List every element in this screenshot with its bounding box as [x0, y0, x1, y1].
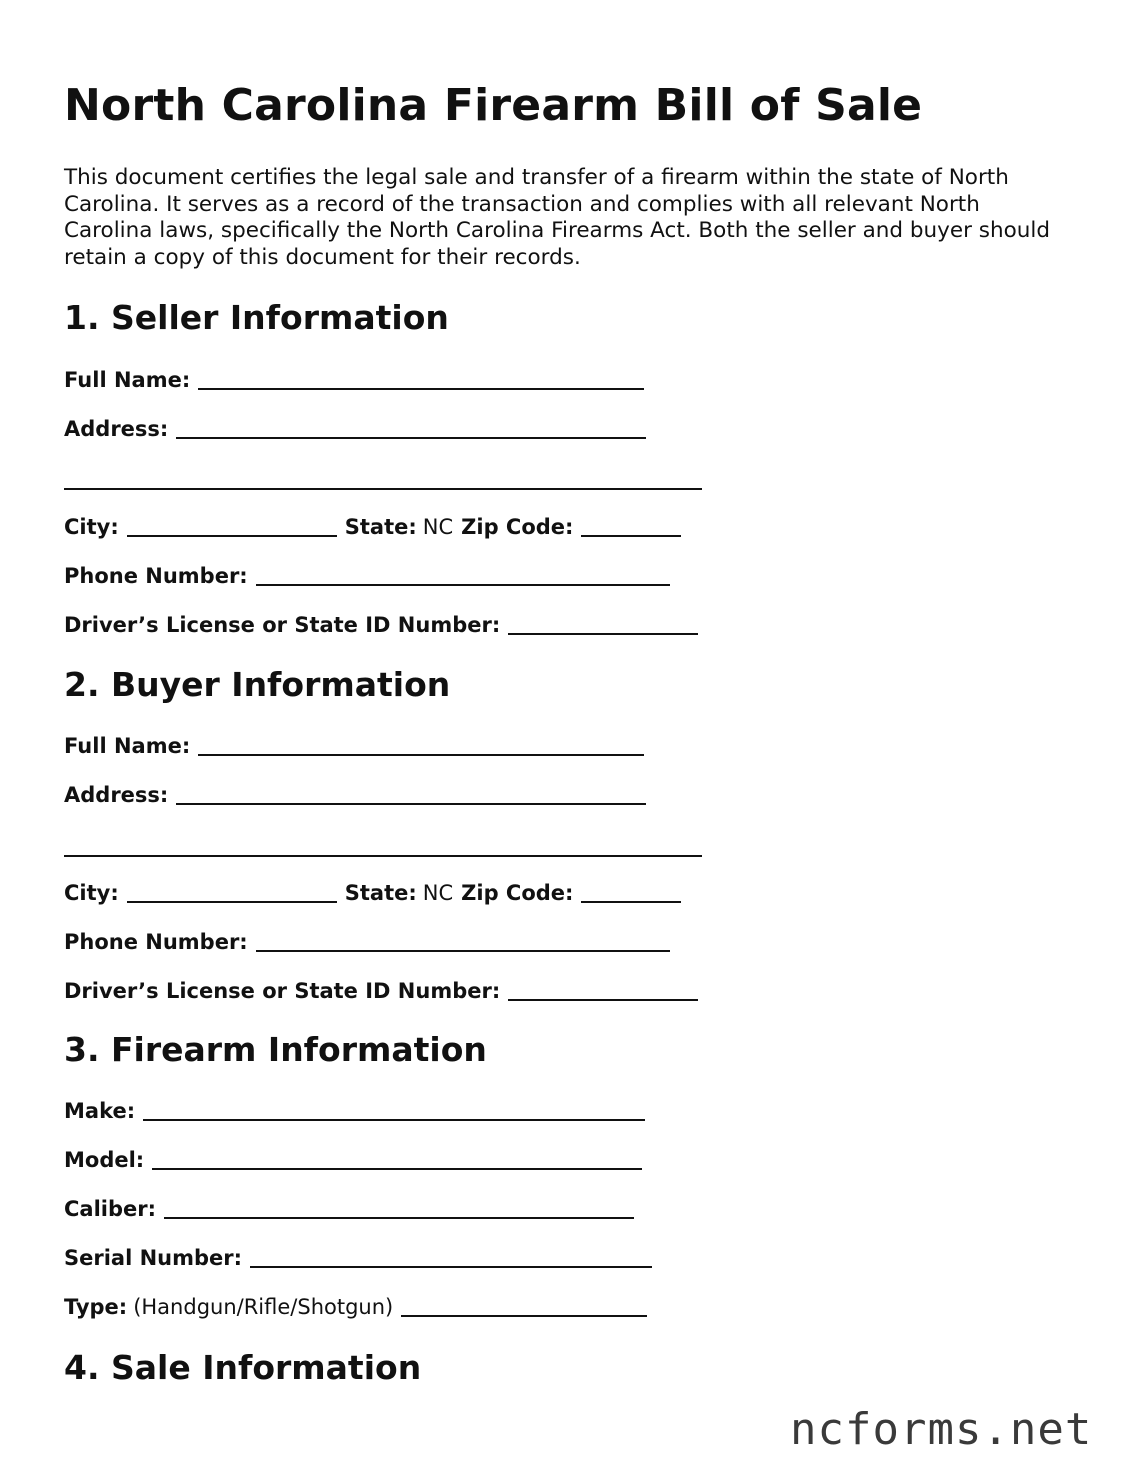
seller-full-name-field[interactable]	[64, 367, 644, 393]
seller-address-line-2[interactable]	[64, 488, 702, 490]
firearm-caliber-blank[interactable]	[164, 1197, 634, 1219]
buyer-zip-blank[interactable]	[581, 881, 681, 903]
buyer-license-blank[interactable]	[508, 979, 698, 1001]
seller-license-label: Driver’s License or State ID Number:	[64, 613, 501, 637]
buyer-full-name-label: Full Name:	[64, 734, 191, 758]
buyer-phone-blank[interactable]	[256, 930, 670, 952]
firearm-type-blank[interactable]	[401, 1295, 647, 1317]
seller-full-name-blank[interactable]	[198, 368, 644, 390]
buyer-phone-label: Phone Number:	[64, 930, 248, 954]
seller-zip-blank[interactable]	[581, 515, 681, 537]
firearm-type-hint: (Handgun/Rifle/Shotgun)	[133, 1295, 394, 1319]
intro-paragraph: This document certifies the legal sale and transfer of a firearm within the state of North Carolina. It serves as a record of the transaction and complies with all relevant North Carolina laws, specifically the North Carolina Firearms Act. Both the seller and buyer should retain a copy of this document for their records.	[64, 165, 1051, 270]
buyer-address-field[interactable]	[64, 782, 646, 808]
buyer-address-blank[interactable]	[176, 783, 646, 805]
buyer-zip-label: Zip Code:	[461, 881, 574, 905]
seller-address-label: Address:	[64, 417, 169, 441]
buyer-city-blank[interactable]	[127, 881, 337, 903]
firearm-model-field[interactable]	[64, 1147, 642, 1173]
buyer-city-state-zip-row	[64, 880, 681, 906]
buyer-city-label: City:	[64, 881, 119, 905]
firearm-caliber-label: Caliber:	[64, 1197, 157, 1221]
firearm-make-blank[interactable]	[143, 1099, 645, 1121]
buyer-license-field[interactable]	[64, 978, 698, 1004]
firearm-type-field[interactable]	[64, 1294, 647, 1320]
firearm-type-label: Type:	[64, 1295, 128, 1319]
buyer-address-label: Address:	[64, 783, 169, 807]
buyer-license-label: Driver’s License or State ID Number:	[64, 979, 501, 1003]
seller-phone-blank[interactable]	[256, 564, 670, 586]
seller-city-state-zip-row	[64, 514, 681, 540]
buyer-section-heading: 2. Buyer Information	[64, 665, 451, 704]
seller-full-name-label: Full Name:	[64, 368, 191, 392]
seller-city-label: City:	[64, 515, 119, 539]
firearm-serial-field[interactable]	[64, 1245, 652, 1271]
firearm-make-field[interactable]	[64, 1098, 645, 1124]
buyer-phone-field[interactable]	[64, 929, 670, 955]
firearm-make-label: Make:	[64, 1099, 136, 1123]
buyer-full-name-field[interactable]	[64, 733, 644, 759]
watermark: ncforms.net	[790, 1404, 1093, 1455]
seller-phone-field[interactable]	[64, 563, 670, 589]
seller-phone-label: Phone Number:	[64, 564, 248, 588]
buyer-state-value: NC	[422, 881, 454, 905]
seller-state-label: State:	[344, 515, 417, 539]
firearm-model-label: Model:	[64, 1148, 145, 1172]
firearm-serial-blank[interactable]	[250, 1246, 652, 1268]
firearm-serial-label: Serial Number:	[64, 1246, 243, 1270]
firearm-section-heading: 3. Firearm Information	[64, 1030, 487, 1069]
seller-city-blank[interactable]	[127, 515, 337, 537]
seller-zip-label: Zip Code:	[461, 515, 574, 539]
buyer-state-label: State:	[344, 881, 417, 905]
seller-address-blank[interactable]	[176, 417, 646, 439]
buyer-address-line-2[interactable]	[64, 855, 702, 857]
firearm-caliber-field[interactable]	[64, 1196, 634, 1222]
document-title: North Carolina Firearm Bill of Sale	[64, 80, 923, 131]
sale-section-heading: 4. Sale Information	[64, 1348, 422, 1387]
seller-state-value: NC	[422, 515, 454, 539]
seller-address-field[interactable]	[64, 416, 646, 442]
buyer-full-name-blank[interactable]	[198, 734, 644, 756]
firearm-model-blank[interactable]	[152, 1148, 642, 1170]
seller-license-blank[interactable]	[508, 613, 698, 635]
seller-section-heading: 1. Seller Information	[64, 298, 449, 337]
seller-license-field[interactable]	[64, 612, 698, 638]
